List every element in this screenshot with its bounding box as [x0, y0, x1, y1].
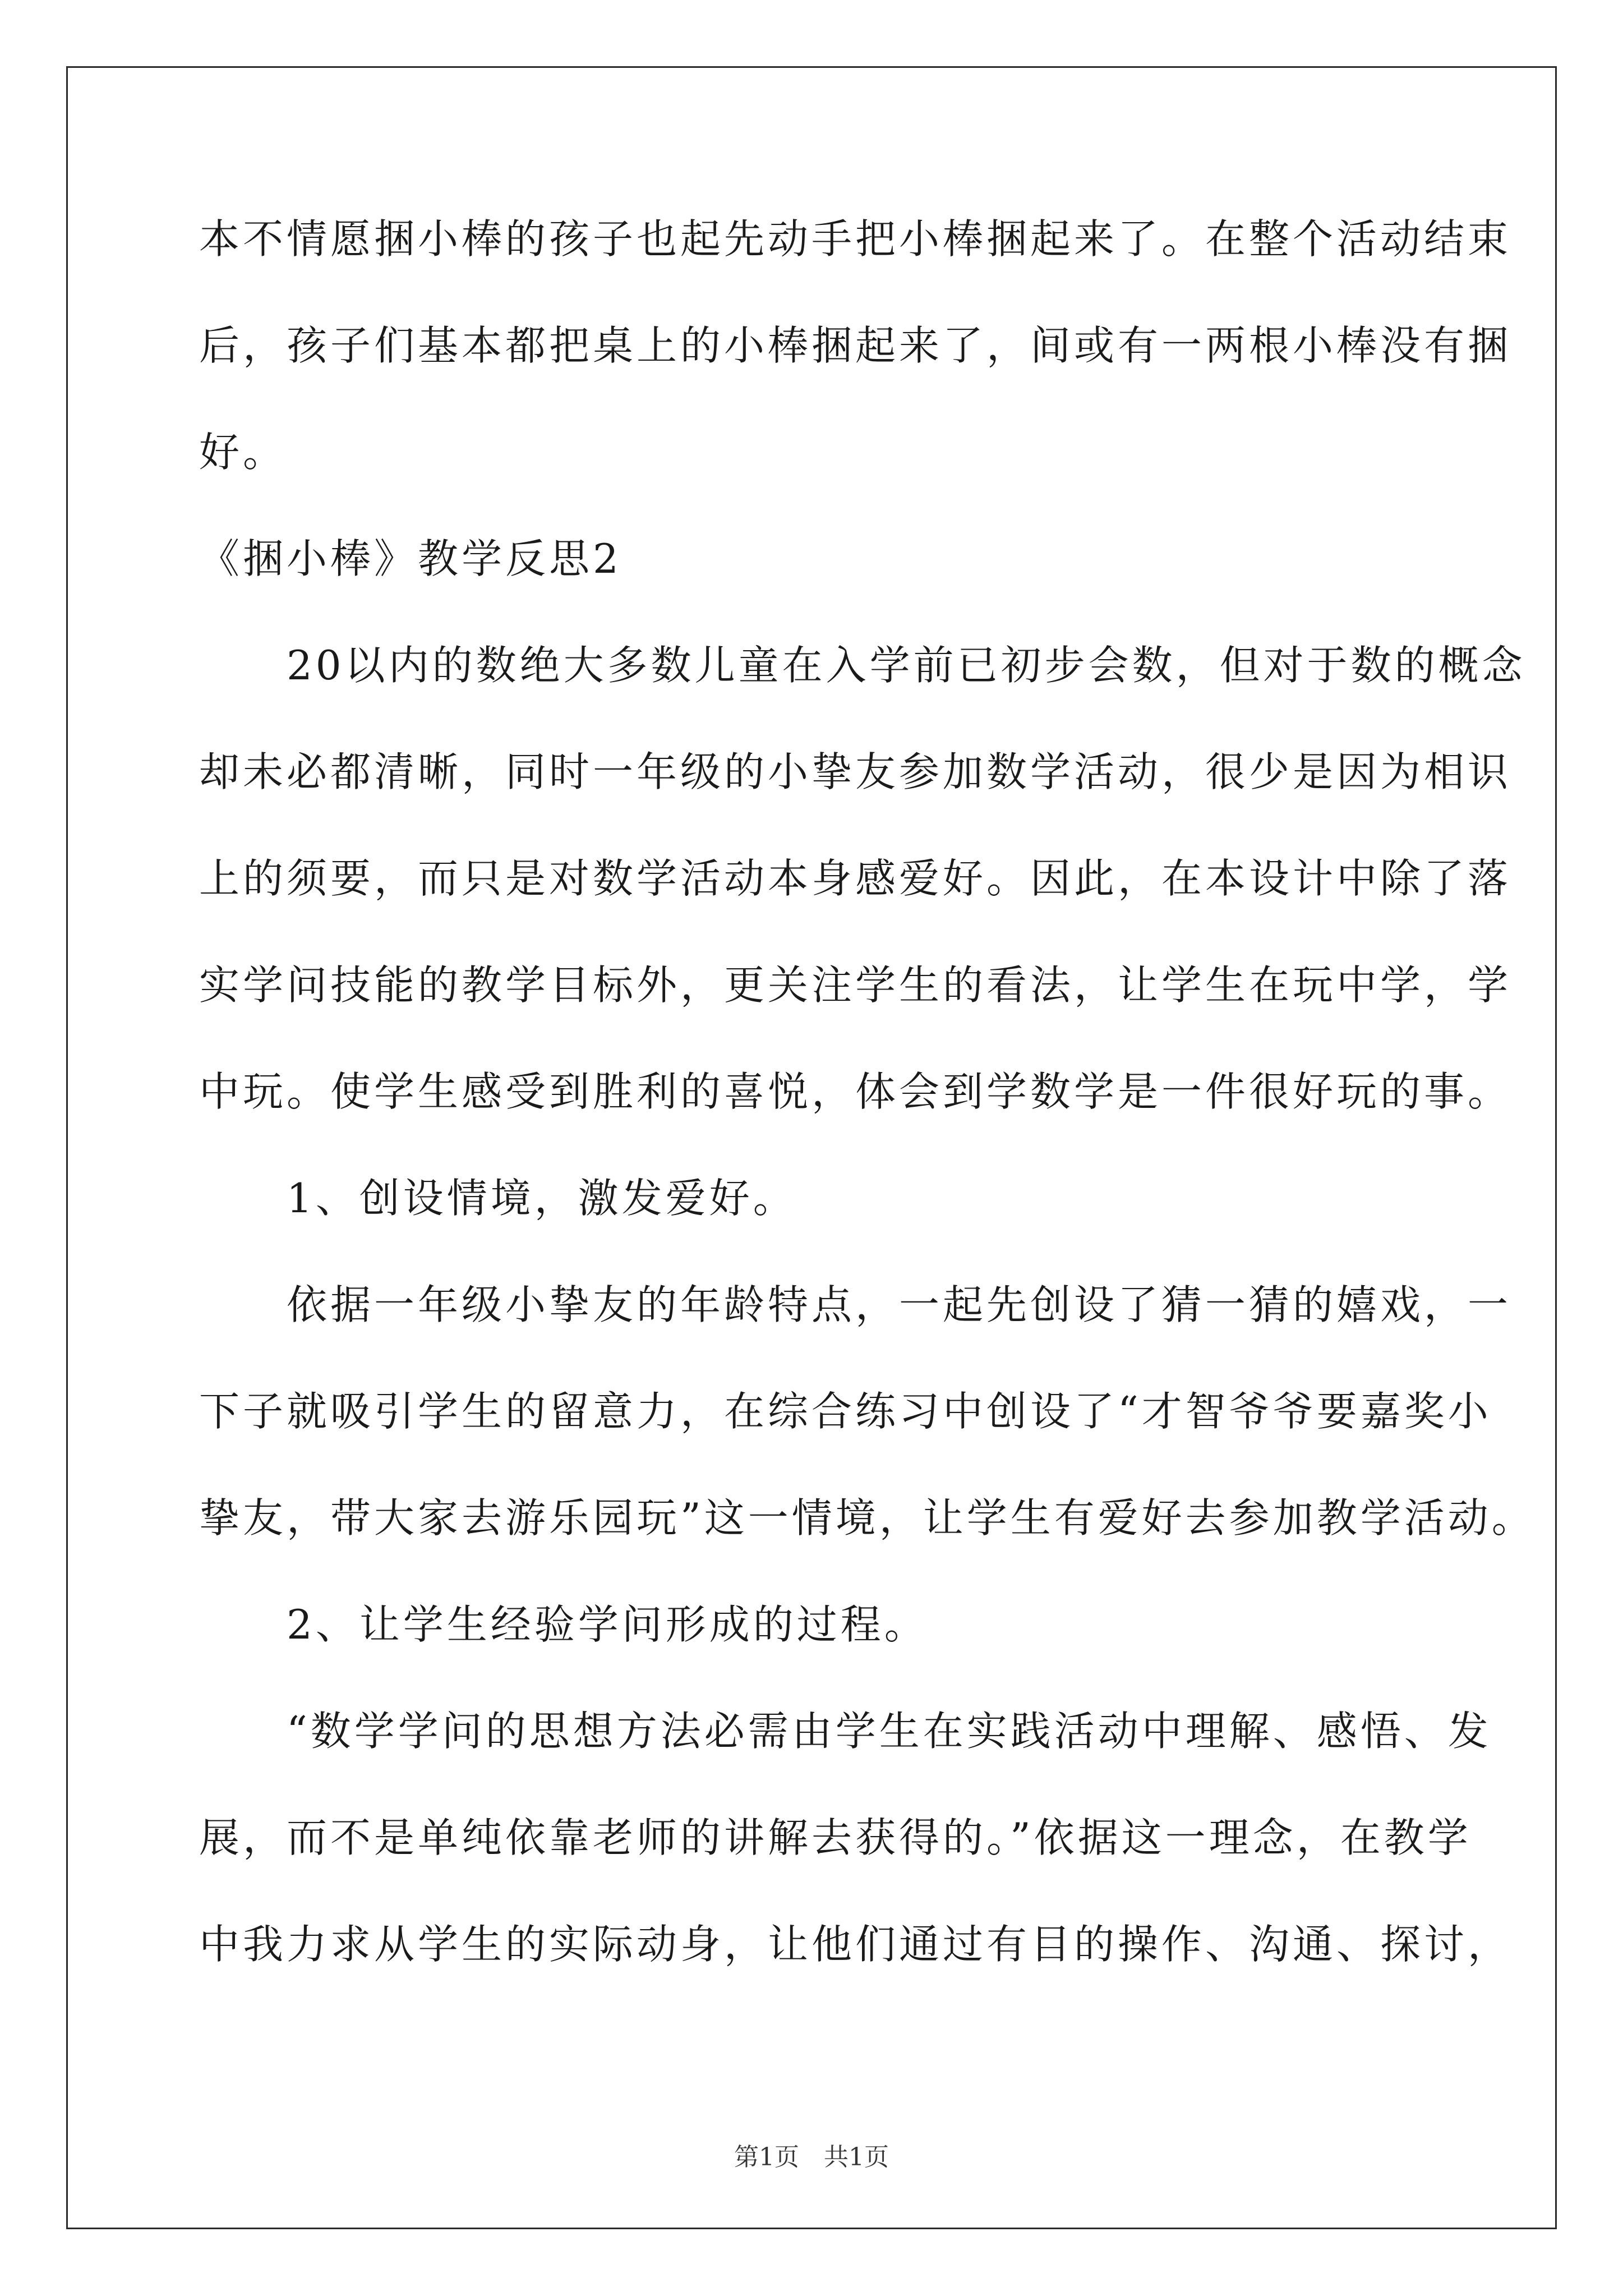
text-line: 20以内的数绝大多数儿童在入学前已初步会数，但对于数的概念 — [199, 642, 1526, 689]
text-line: 中玩。使学生感受到胜利的喜悦，体会到学数学是一件很好玩的事。 — [199, 1068, 1512, 1115]
text-line: “数学学问的思想方法必需由学生在实践活动中理解、感悟、发 — [199, 1708, 1492, 1755]
text-line: 却未必都清晰，同时一年级的小挚友参加数学活动，很少是因为相识 — [199, 748, 1512, 795]
page-footer: 第1页 共1页 — [734, 2143, 889, 2171]
page-border — [66, 66, 1557, 2229]
text-line: 本不情愿捆小棒的孩子也起先动手把小棒捆起来了。在整个活动结束 — [199, 215, 1512, 263]
list-item-heading: 2、让学生经验学问形成的过程。 — [199, 1601, 928, 1648]
text-line: 中我力求从学生的实际动身，让他们通过有目的操作、沟通、探讨， — [199, 1921, 1512, 1968]
text-line: 挚友，带大家去游乐园玩”这一情境，让学生有爱好去参加教学活动。 — [199, 1494, 1536, 1542]
text-line: 好。 — [199, 429, 287, 476]
text-line: 下子就吸引学生的留意力，在综合练习中创设了“才智爷爷要嘉奖小 — [199, 1388, 1492, 1435]
section-heading: 《捆小棒》教学反思2 — [199, 535, 622, 582]
text-line: 展，而不是单纯依靠老师的讲解去获得的。”依据这一理念，在教学 — [199, 1814, 1472, 1861]
list-item-heading: 1、创设情境，激发爱好。 — [199, 1175, 797, 1222]
text-line: 实学问技能的教学目标外，更关注学生的看法，让学生在玩中学，学 — [199, 961, 1512, 1009]
text-line: 依据一年级小挚友的年龄特点，一起先创设了猜一猜的嬉戏，一 — [199, 1281, 1512, 1328]
text-line: 上的须要，而只是对数学活动本身感爱好。因此，在本设计中除了落 — [199, 855, 1512, 902]
text-line: 后，孩子们基本都把桌上的小棒捆起来了，间或有一两根小棒没有捆 — [199, 322, 1512, 369]
